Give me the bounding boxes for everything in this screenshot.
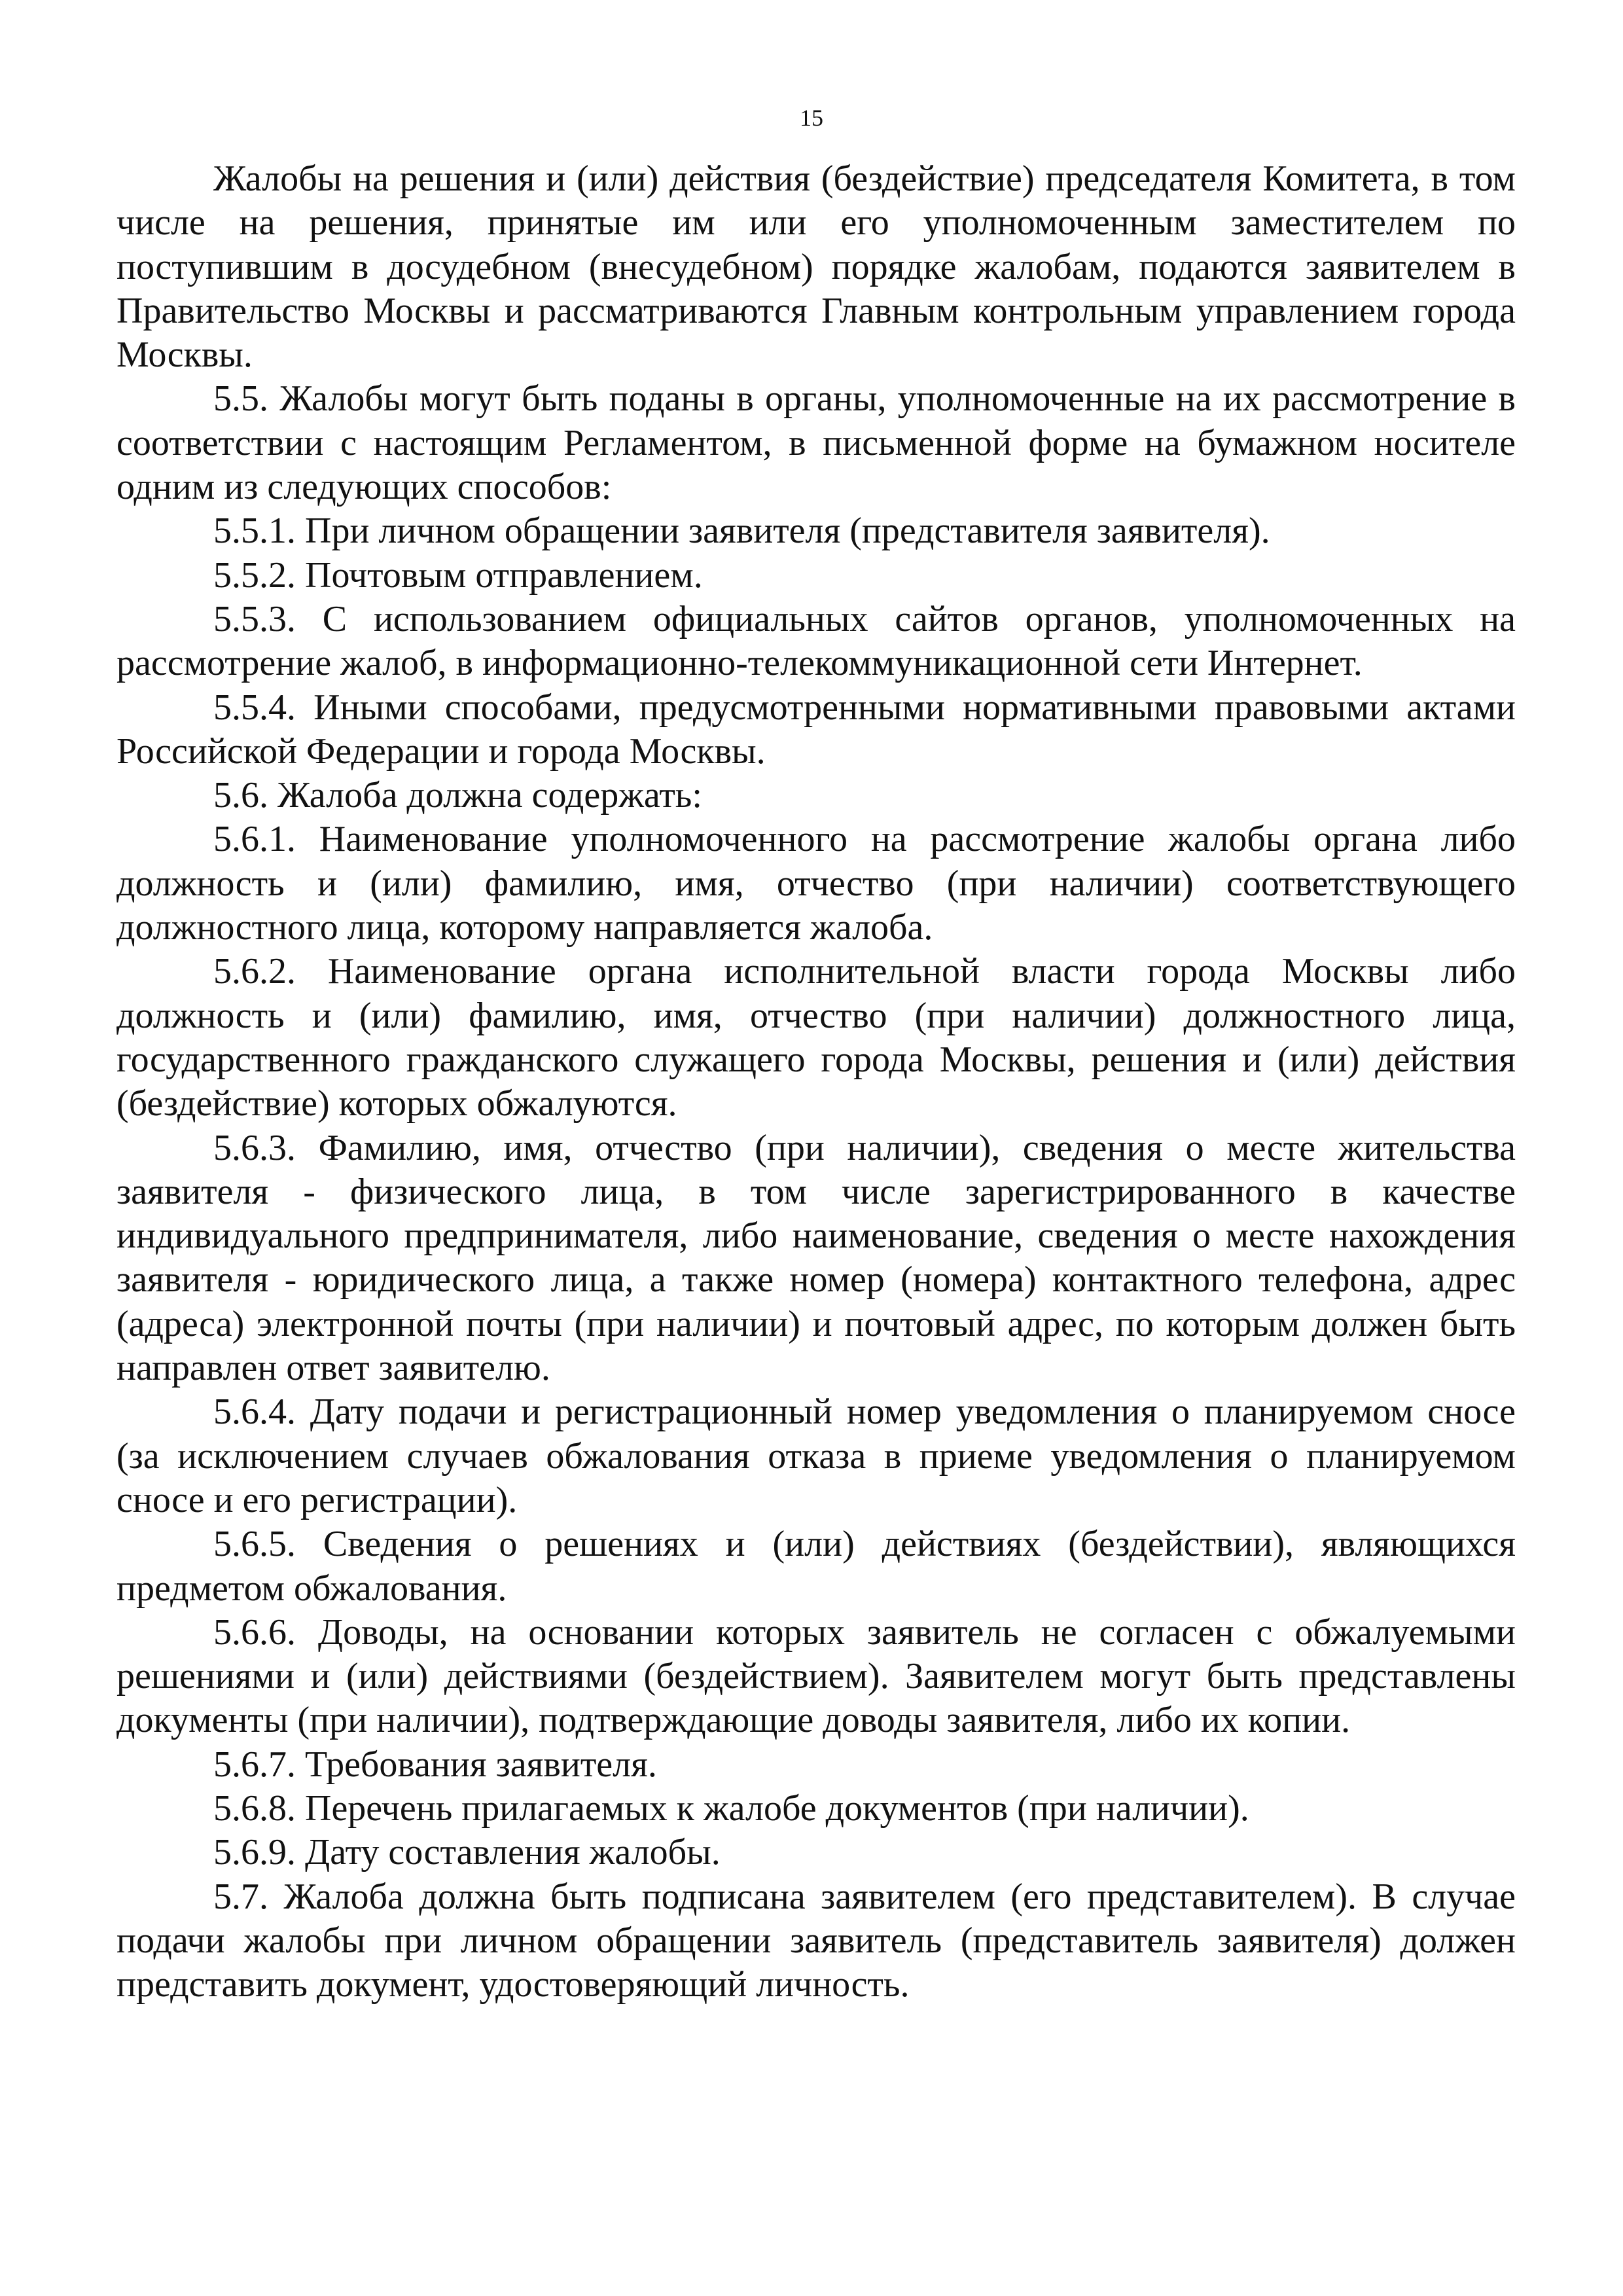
paragraph-5-7: 5.7. Жалоба должна быть подписана заявителем (его представителем). В случае подачи жалобы при личном обращении заявитель (представитель заявителя) должен представить документ, удостоверяющий личность. (116, 1876, 1516, 2005)
paragraph-5-6-8: 5.6.8. Перечень прилагаемых к жалобе документов (при наличии). (213, 1787, 1249, 1829)
paragraph-5-6-4: 5.6.4. Дату подачи и регистрационный номер уведомления о планируемом сносе (за исключением случаев обжалования отказа в приеме уведомления о планируемом сносе и его регистрации). (116, 1391, 1516, 1520)
paragraph-5-6-1: 5.6.1. Наименование уполномоченного на рассмотрение жалобы органа либо должность и (или) фамилию, имя, отчество (при наличии) соответствующего должностного лица, которому направляется жалоба. (116, 819, 1516, 948)
paragraph-5-5-3: 5.5.3. С использованием официальных сайтов органов, уполномоченных на рассмотрение жалоб, в информационно-телекоммуникационной сети Интернет. (116, 598, 1516, 684)
paragraph-5-5-2: 5.5.2. Почтовым отправлением. (213, 554, 703, 596)
paragraph-5-6: 5.6. Жалоба должна содержать: (213, 775, 702, 816)
paragraph-5-6-7: 5.6.7. Требования заявителя. (213, 1744, 657, 1785)
paragraph-5-6-6: 5.6.6. Доводы, на основании которых заявитель не согласен с обжалуемыми решениями и (или) действиями (бездействием). Заявителем могут быть представлены документы (при наличии), подтверждающие доводы заявителя, либо их копии. (116, 1611, 1516, 1741)
paragraph-5-6-5: 5.6.5. Сведения о решениях и (или) действиях (бездействии), являющихся предметом обжалования. (116, 1524, 1516, 1609)
paragraph-5-6-3: 5.6.3. Фамилию, имя, отчество (при наличии), сведения о месте жительства заявителя - физического лица, в том числе зарегистрированного в качестве индивидуального предпринимателя, либо наименование, сведения о месте нахождения заявителя - юридического лица, а также номер (номера) контактного телефона, адрес (адреса) электронной почты (при наличии) и почтовый адрес, по которым должен быть направлен ответ заявителю. (116, 1127, 1516, 1389)
paragraph-5-6-2: 5.6.2. Наименование органа исполнительной власти города Москвы либо должность и (или) фамилию, имя, отчество (при наличии) должностного лица, государственного гражданского служащего города Москвы, решения и (или) действия (бездействие) которых обжалуются. (116, 951, 1516, 1124)
paragraph-5-5: 5.5. Жалобы могут быть поданы в органы, уполномоченные на их рассмотрение в соответствии с настоящим Регламентом, в письменной форме на бумажном носителе одним из следующих способов: (116, 378, 1516, 508)
document-body (116, 157, 1516, 2007)
paragraph-complaints-chairman: Жалобы на решения и (или) действия (бездействие) председателя Комитета, в том числе на решения, принятые им или его уполномоченным заместителем по поступившим в досудебном (внесудебном) порядке жалобам, подаются заявителем в Правительство Москвы и рассматриваются Главным контрольным управлением города Москвы. (116, 158, 1516, 376)
paragraph-5-6-9: 5.6.9. Дату составления жалобы. (213, 1832, 721, 1873)
page-number: 15 (800, 105, 823, 131)
paragraph-5-5-4: 5.5.4. Иными способами, предусмотренными нормативными правовыми актами Российской Федерации и города Москвы. (116, 687, 1516, 772)
paragraph-5-5-1: 5.5.1. При личном обращении заявителя (представителя заявителя). (213, 511, 1270, 552)
